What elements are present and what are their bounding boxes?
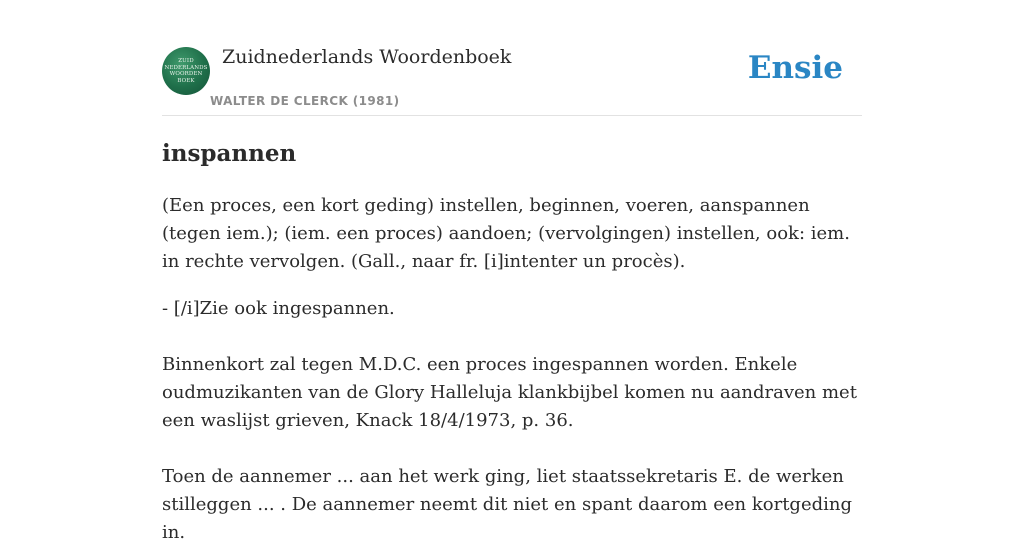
entry-title: inspannen [162, 140, 297, 167]
dictionary-header [162, 40, 862, 116]
example-quote: Binnenkort zal tegen M.D.C. een proces ingespannen worden. Enkele oudmuzikanten van de Glory Halleluja klankbijbel komen nu aandraven met een waslijst grieven, Knack 18/4/1973, p. 36. [162, 354, 857, 431]
entry-content [162, 137, 862, 547]
dictionary-author: WALTER DE CLERCK (1981) [210, 94, 400, 108]
logo-text: WOORDEN [169, 71, 203, 77]
logo-text: ZUID [178, 58, 194, 64]
dictionary-logo[interactable] [162, 47, 210, 95]
logo-text: BOEK [177, 77, 195, 84]
dictionary-title-link[interactable]: Zuidnederlands Woordenboek [222, 46, 512, 68]
entry-definition: (Een proces, een kort geding) instellen, beginnen, voeren, aanspannen (tegen iem.); (iem. een proces) aandoen; (vervolgingen) instellen, ook: iem. in rechte vervolgen. (Gall., naar fr. [i]intenter un procès). [162, 195, 850, 272]
ensie-logo-link[interactable]: Ensie [747, 50, 843, 86]
logo-text: NEDERLANDS [164, 64, 208, 71]
example-quote: Toen de aannemer ... aan het werk ging, liet staatssekretaris E. de werken stilleggen ... . De aannemer neemt dit niet en spant daarom een kortgeding in. [162, 466, 852, 543]
see-also-text: - [/i]Zie ook ingespannen. [162, 298, 395, 319]
